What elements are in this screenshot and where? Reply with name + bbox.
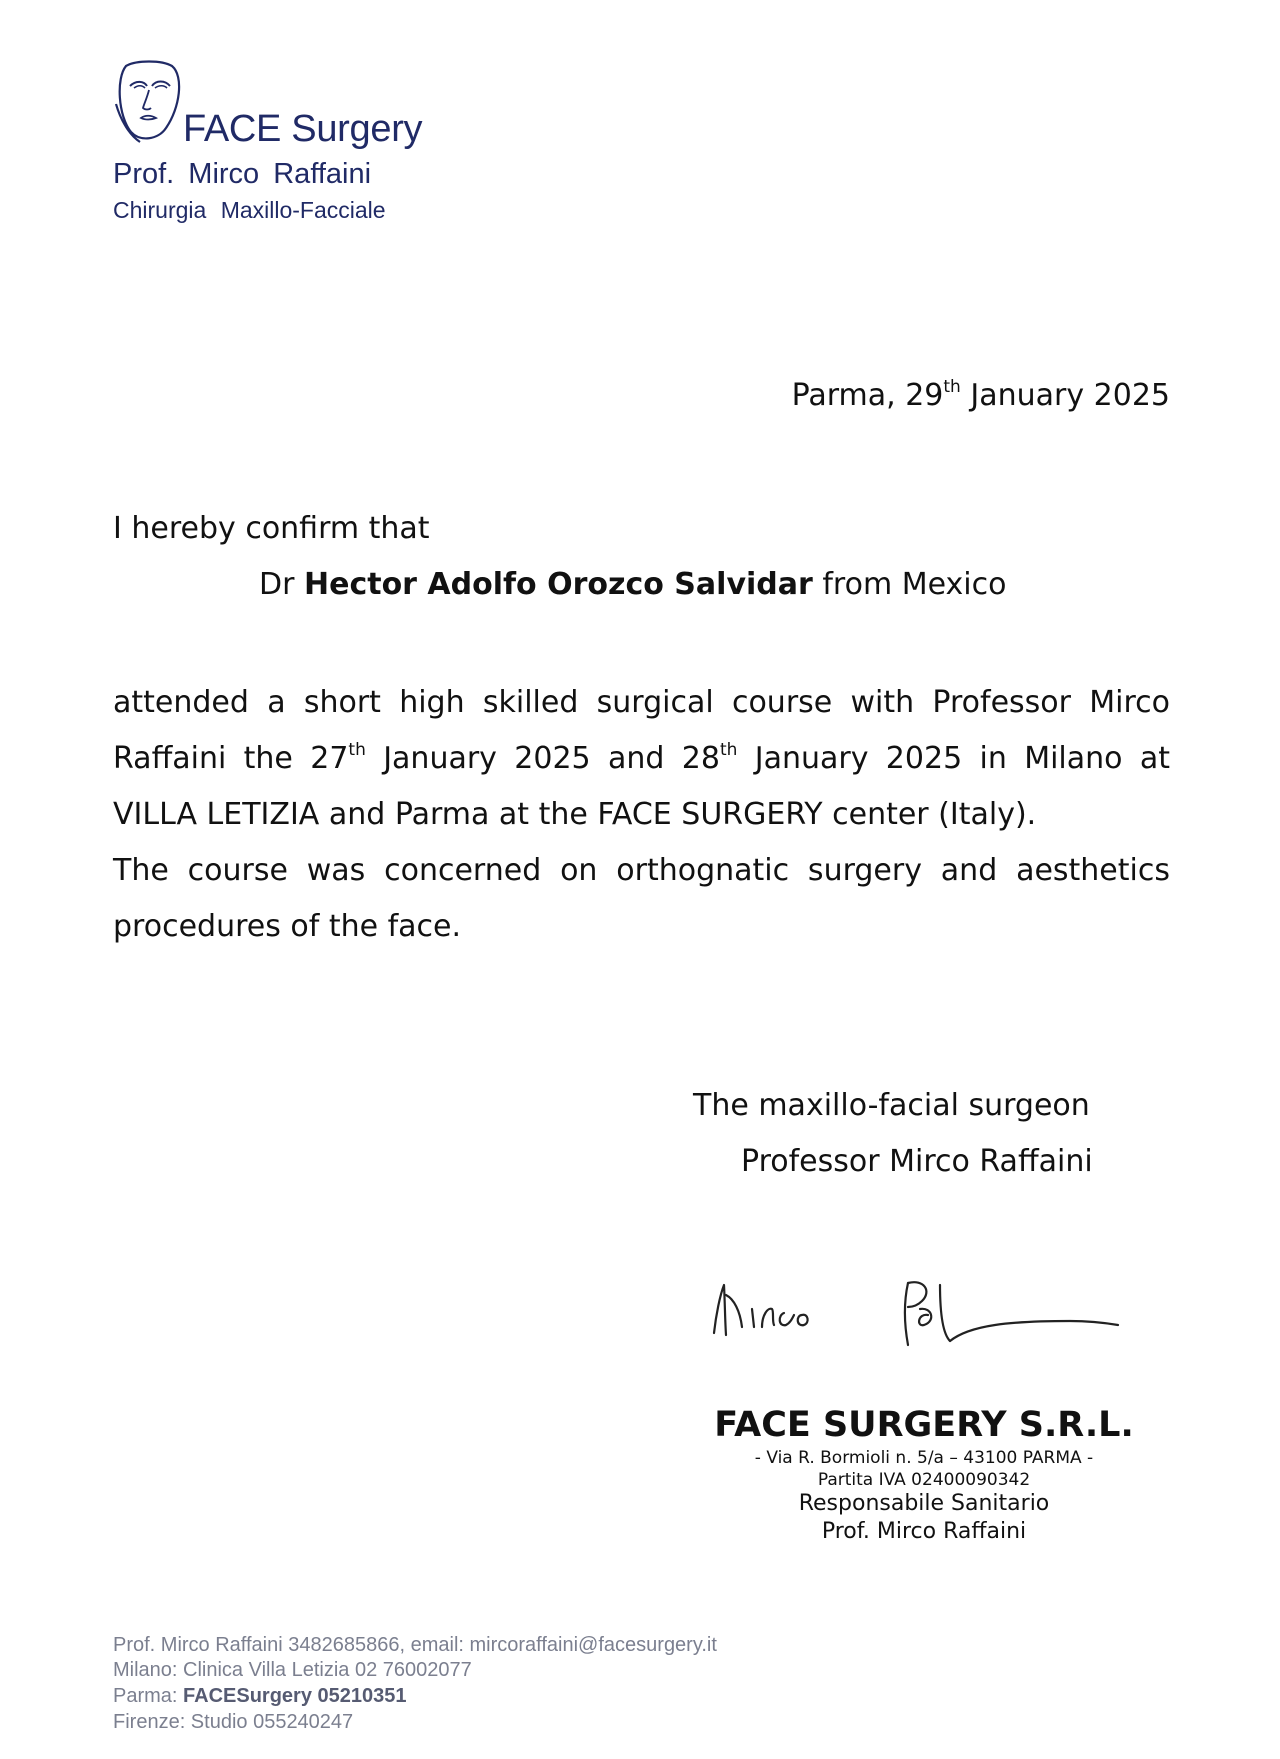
company-role: Responsabile Sanitario [798,1491,1050,1516]
letter-body-paragraph-2: The course was concerned on orthognatic surgery and aesthetics procedures of the face. [113,853,1170,944]
handwritten-signature-icon [710,1265,1140,1365]
letter-date: Parma, 29th January 2025 [791,377,1170,413]
footer-parma: Parma: FACESurgery 05210351 [113,1685,407,1707]
company-person: Prof. Mirco Raffaini [821,1519,1027,1544]
face-mask-logo-icon [114,58,184,146]
letterhead-specialty: Chirurgia Maxillo-Facciale [113,197,386,223]
footer-firenze: Firenze: Studio 055240247 [113,1711,354,1733]
brand-name: FACE Surgery [183,108,423,150]
letter-intro: I hereby confirm that [113,511,430,546]
company-name: FACE SURGERY S.R.L. [714,1405,1134,1445]
letter-recipient: Dr Hector Adolfo Orozco Salvidar from Mexico [259,567,1007,602]
company-vat: Partita IVA 02400090342 [817,1470,1031,1490]
letter-body [113,675,1170,955]
footer-milano: Milano: Clinica Villa Letizia 02 76002077 [113,1659,472,1681]
company-address: - Via R. Bormioli n. 5/a – 43100 PARMA - [754,1448,1094,1468]
footer-contact: Prof. Mirco Raffaini 3482685866, email: mircoraffaini@facesurgery.it [113,1634,717,1656]
closing-title: The maxillo-facial surgeon [693,1088,1090,1123]
closing-name: Professor Mirco Raffaini [741,1144,1093,1179]
recipient-name: Hector Adolfo Orozco Salvidar [303,567,813,602]
letter-body-paragraph-1: attended a short high skilled surgical course with Professor Mirco Raffaini the 27th January 2025 and 28th January 2025 in Milano at VILLA LETIZIA and Parma at the FACE SURGERY center (Italy). [113,685,1170,832]
letterhead-doctor: Prof. Mirco Raffaini [113,158,372,190]
